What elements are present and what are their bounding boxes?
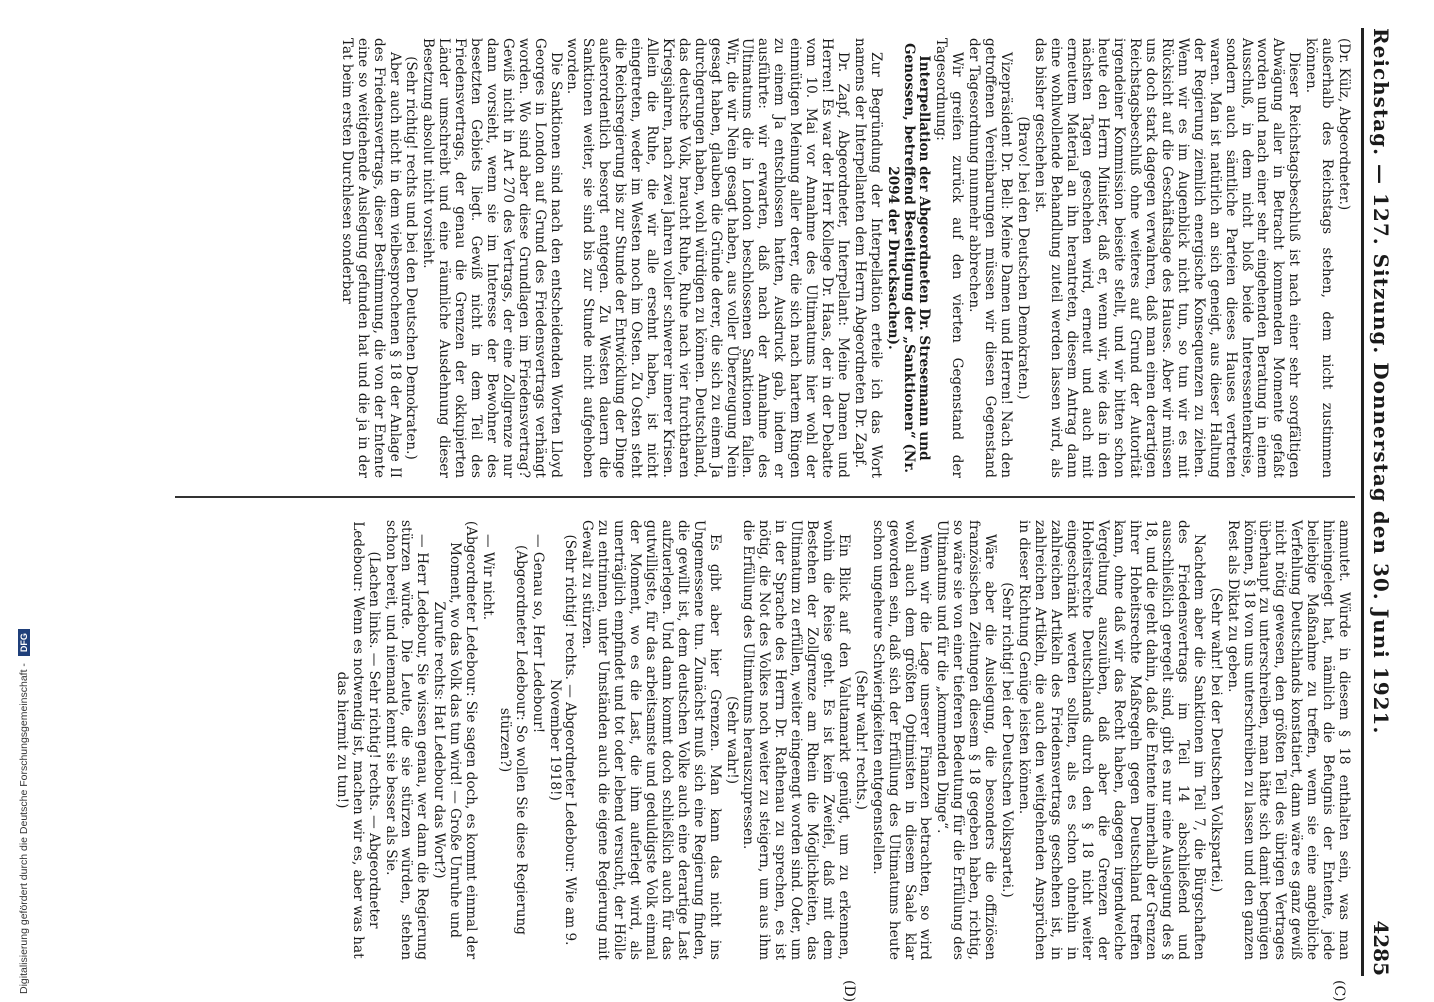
paragraph: (Abgeordneter Ledebour: So wollen Sie diese Regierung stürzen?) bbox=[496, 545, 529, 935]
document-page bbox=[87, 0, 1417, 1000]
paragraph: Aber auch nicht in dem vielbesprochenen § 18 der Anlage II des Friedensvertrags, dieser Bestimmung, die von der Entente eine so weitgehende Auslegung gefunden hat und die ja in der Tat beim ersten Durchlesen sonderbar bbox=[338, 38, 403, 478]
paragraph: (Sehr richtig! rechts. — Abgeordneter Ledebour: Wie am 9. November 1918!) bbox=[546, 534, 579, 946]
digitization-footer bbox=[0, 0, 30, 1000]
footer-text: Digitalisierung gefördert durch die Deutsche Forschungsgemeinschaft - bbox=[18, 663, 30, 994]
paragraph: Vizepräsident Dr. Bell: Meine Damen und Herren! Nach den getroffenen Vereinbarungen müssen wir diesen Gegenstand der Tagesordnung nunmehr abbrechen. bbox=[966, 38, 1014, 478]
paragraph: (Lachen links. — Sehr richtig! rechts. — Abgeordneter Ledebour: Wenn es notwendig ist, machen wir es, aber was hat das hiermit zu tun!) bbox=[333, 521, 382, 959]
paragraph: — Wir nicht. bbox=[479, 534, 496, 621]
paragraph: anmutet. Würde in diesem § 18 enthalten sein, was man hineingelegt hat, nämlich die Befugnis der Entente, jede beliebige Maßnahme zu treffen, wenn sie eine angebliche Verfehlung Deutschlands konstatiert, dann wäre es ganz gewiß nicht nötig gewesen, den größten Teil des übrigen Vertrages überhaupt zu unterschreiben, man hätte sich damit begnügen können, § 18 von uns unterschreiben zu lassen und den ganzen Rest als Diktat zu geben. bbox=[1224, 520, 1352, 960]
paragraph: Ein Blick auf den Valutamarkt genügt, um zu erkennen, wohin die Reise geht. Es ist kein Zweifel, daß mit dem Bestehen der Zollgrenze am Rhein die Möglichkeiten, das Ultimatum zu erfüllen, weiter eingeengt worden sind. Oder, um in der Sprache des Herrn Dr. Rathenau zu sprechen, es ist nötig, die Not des Volkes noch weiter zu steigern, um aus ihm die Erfüllung des Ultimatums herauszupressen. bbox=[740, 520, 852, 960]
paragraph: — Genau so, Herr Ledebour! bbox=[529, 534, 546, 734]
paragraph: (Sehr wahr! bei der Deutschen Volkspartei.) bbox=[1207, 587, 1224, 893]
paragraph: (Abgeordneter Ledebour: Sie sagen doch, es kommt einmal der Moment, wo das Volk das tun wird! — Große Unruhe und Zurufe rechts: Hat Ledebour das Wort?) bbox=[431, 520, 480, 960]
left-column bbox=[337, 38, 1351, 478]
header-rule bbox=[1361, 28, 1364, 976]
paragraph: Wir greifen zurück auf den vierten Gegenstand der Tagesordnung: bbox=[933, 38, 966, 478]
paragraph: — Herr Ledebour, Sie wissen genau, wer dann die Regierung stürzen würde. Die Leute, die sie stürzen würden, stehen schon bereit, und niemand kennt sie besser als Sie. bbox=[382, 520, 431, 960]
column-divider bbox=[175, 496, 1355, 498]
page-number: 4285 bbox=[1369, 920, 1393, 976]
paragraph: Dr. Zapf, Abgeordneter, Interpellant: Meine Damen und Herren! Es war der Herr Kollege Dr. Haas, der in der Debatte vom 10. Mai vor Annahme des Ultimatums hier wohl der einmütigen Meinung aller derer, die sich nach hartem Ringen zu einem Ja entschlossen hatten, Ausdruck gab, indem er ausführte: wir erwarten, daß nach der Annahme des Ultimatums die in London beschlossenen Sanktionen fallen. Wir, die wir Nein gesagt haben, aus voller Überzeugung Nein gesagt haben, glauben die Gründe derer, die sich zu einem Ja durchgerungen haben, wohl würdigen zu können. Deutschland, das deutsche Volk, braucht Ruhe, Ruhe nach vier furchtbaren Kriegsjahren, nach zwei Jahren voller schwerer innerer Krisen. Allein die Ruhe, die wir alle ersehnt haben, ist nicht eingetreten, weder im Westen noch im Osten. Zu Osten steht die Reichsregierung bis zur Stunde der Entwicklung der Dinge außerordentlich besorgt entgegen. Zu Westen dauern die Sanktionen weiter, sie sind bis zur Stunde nicht aufgehoben worden. bbox=[564, 38, 851, 478]
paragraph: Interpellation der Abgeordneten Dr. Stresemann und Genossen, betreffend Beseitigung der „Sanktionen“ (Nr. 2094 der Drucksachen). bbox=[884, 42, 933, 473]
right-column bbox=[332, 520, 1351, 960]
margin-letter-c: (C) bbox=[1331, 980, 1347, 1002]
margin-letter-d: (D) bbox=[841, 980, 857, 1002]
paragraph: Die Sanktionen sind nach den entscheidenden Worten Lloyd Georges in London auf Grund des Friedensvertrags verhängt worden. Wo sind aber diese Grundlagen im Friedensvertrag? Gewiß nicht in Art 270 des Vertrags, der eine Zollgrenze nur dann vorsieht, wenn sie im Interesse der Bewohner des besetzten Gebiets liegt. Gewiß nicht in dem Teil des Friedensvertrags, der genau die Grenzen der okkupierten Länder umschreibt und eine räumliche Ausdehnung dieser Besetzung absolut nicht vorsieht. bbox=[420, 38, 564, 478]
paragraph: (Sehr wahr!) bbox=[723, 696, 740, 784]
paragraph: Nachdem aber die Sanktionen im Teil 7, die Bürgschaften des Friedensvertrags im Teil 14 abschließend und ausschließlich geregelt sind, gibt es nur eine Auslegung des § 18, und die geht dahin, daß die Entente innerhalb der Grenzen ihrer Hoheitsrechte Maßregeln gegen Deutschland treffen kann, ohne daß wir das Recht haben, dagegen irgendwelche Vergeltung auszuüben, daß aber die Grenzen der Hoheitsrechte Deutschlands durch den § 18 nicht weiter eingeschränkt werden sollten, als es schon ohnehin in zahlreichen Artikeln des Friedensvertrags geschehen ist, in zahlreichen Artikeln, die auch den weitgehenden Ansprüchen in dieser Richtung Genüge leisten können. bbox=[1015, 520, 1207, 960]
paragraph: (Sehr richtig! rechts und bei den Deutschen Demokraten.) bbox=[403, 56, 420, 460]
paragraph: Es gibt aber hier Grenzen. Man kann das nicht ins Ungemessene tun. Zunächst muß sich eine Regierung finden, die gewillt ist, dem deutschen Volke auch eine derartige Last aufzuerlegen. Und dann kommt doch schließlich auch für das gutwilligste, für das arbeitsamste und geduldigste Volk einmal der Moment, wo es die Last, die ihm auferlegt wird, als unerträglich empfindet und tot oder lebend versucht, der Hölle zu entrinnen, unter Umständen auch die eigene Regierung mit Gewalt zu stürzen. bbox=[579, 520, 723, 960]
paragraph: (Sehr richtig! bei der Deutschen Volkspartei.) bbox=[998, 582, 1015, 898]
paragraph: (Dr. Külz, Abgeordneter.) bbox=[1336, 38, 1352, 211]
paragraph: (Bravo! bei den Deutschen Demokraten.) bbox=[1014, 116, 1031, 400]
page-header bbox=[1365, 28, 1399, 976]
running-head: Reichstag. — 127. Sitzung. Donnerstag den 30. Juni 1921. bbox=[1369, 28, 1393, 735]
paragraph: Zur Begründung der Interpellation erteile ich das Wort namens der Interpellanten dem Herrn Abgeordneten Dr. Zapf. bbox=[851, 38, 884, 478]
dfg-logo: DFG bbox=[18, 629, 30, 656]
paragraph: Dieser Reichstagsbeschluß ist nach einer sehr sorgfältigen Abwägung aller in Betracht kommenden Momente gefaßt worden und nach einer sehr eingehenden Beratung in einem Ausschuß, in dem nicht bloß beide Interessentenkreise, sondern auch sämtliche Parteien dieses Hauses vertreten waren. Man ist natürlich an sich geneigt, aus dieser Haltung der Regierung ziemlich energische Konsequenzen zu ziehen. Wenn wir es im Augenblick nicht tun, so tun wir es mit Rücksicht auf die Geschäftslage des Hauses. Aber wir müssen uns doch stark dagegen verwahren, daß man einen derartigen Reichstagsbeschluß ohne weiteres auf Grund der Autorität irgendeiner Kommission beiseite stellt, und wir bitten schon heute den Herrn Minister, daß er, wenn wir, wie das in den nächsten Tagen geschehen wird, erneut und auch mit erneutem Material an ihn herantreten, diesem Antrag dann eine wohlwollende Behandlung zuteil werden lassen wird, als das bisher geschehen ist. bbox=[1031, 38, 1303, 478]
paragraph: außerhalb des Reichstags stehen, dem nicht zustimmen können. bbox=[1303, 38, 1336, 478]
paragraph: Wenn wir die Lage unserer Finanzen betrachten, so wird wohl auch dem größten Optimisten in diesem Saale klar geworden sein, daß sich der Erfüllung des Ultimatums heute schon ungeheure Schwierigkeiten entgegenstellen. bbox=[869, 520, 934, 960]
paragraph: Wäre aber die Auslegung, die besonders die offiziösen französischen Zeitungen diesem § 18 gegeben haben, richtig, so wäre sie von einer tieferen Bedeutung für die Erfüllung des Ultimatums und für die „kommenden Dinge“. bbox=[934, 520, 999, 960]
paragraph: (Sehr wahr! rechts.) bbox=[852, 670, 869, 810]
